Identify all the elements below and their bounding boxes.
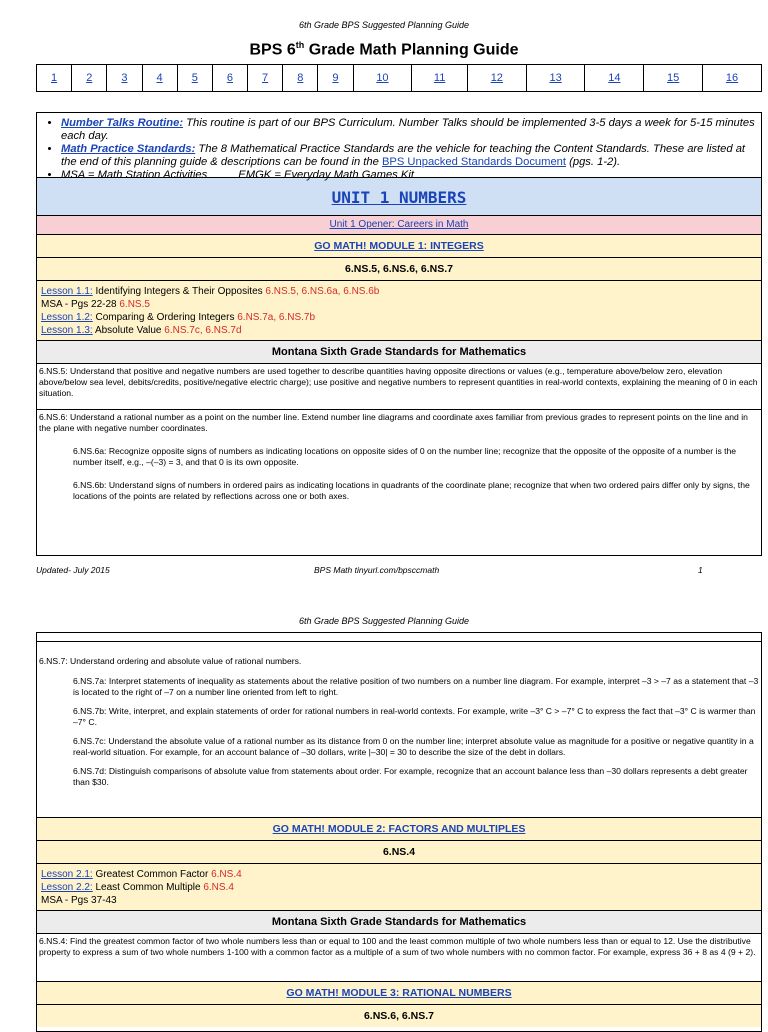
nav-cell	[107, 65, 142, 92]
standard-text: 6.NS.7: Understand ordering and absolute value of rational numbers.	[39, 656, 302, 666]
standard-text: 6.NS.6: Understand a rational number as a point on the number line. Extend number line diagrams and coordinate axes familiar from previous grades to represent points on the line and in the plane with negative number coordinates.	[39, 412, 748, 433]
nav-link-12[interactable]: 12	[490, 72, 503, 84]
nav-cell	[644, 65, 703, 92]
nav-cell	[37, 65, 72, 92]
lesson-2-1-link[interactable]: Lesson 2.1:	[41, 869, 93, 880]
lesson-item	[41, 324, 757, 337]
standard-6ns7b: 6.NS.7b: Write, interpret, and explain statements of order for rational numbers in real-world contexts. For example, write –3° C > –7° C to express the fact that –3° C is warmer than –7° C.	[73, 706, 756, 727]
nav-link-9[interactable]: 9	[332, 72, 339, 84]
standard-6ns7d: 6.NS.7d: Distinguish comparisons of absolute value from statements about order. For example, recognize that an account balance less than –30 dollars represents a debt greater than $30.	[73, 766, 748, 787]
planning-table-page1	[36, 112, 762, 556]
nav-link-2[interactable]: 2	[86, 72, 93, 84]
note-number-talks	[61, 117, 761, 143]
module-3-link[interactable]: GO MATH! MODULE 3: RATIONAL NUMBERS	[286, 987, 512, 999]
number-talks-link[interactable]: Number Talks Routine:	[61, 117, 184, 129]
lesson-item	[41, 311, 757, 324]
standard-6ns7	[37, 641, 761, 817]
lesson-text: Greatest Common Factor	[92, 869, 212, 880]
nav-cell	[318, 65, 353, 92]
module-1-standards: 6.NS.5, 6.NS.6, 6.NS.7	[37, 257, 761, 280]
lesson-item	[41, 881, 757, 894]
nav-link-16[interactable]: 16	[725, 72, 739, 84]
module-2-row	[37, 817, 761, 840]
module-1-link[interactable]: GO MATH! MODULE 1: INTEGERS	[314, 240, 484, 252]
nav-link-10[interactable]: 10	[376, 72, 389, 84]
title-text: BPS 6	[249, 41, 296, 59]
unit-title[interactable]: UNIT 1 NUMBERS	[331, 188, 467, 207]
lesson-item	[41, 285, 757, 298]
lesson-item	[41, 868, 757, 881]
note-text: The 8 Mathematical Practice Standards are the vehicle for teaching the Content Standards. These are listed at the end of this planning guide & descriptions can be found in the	[61, 143, 746, 168]
note-text: This routine is part of our BPS Curriculum. Number Talks should be implemented 3-5 days a week for 5-15 minutes each day.	[61, 117, 755, 142]
lesson-1-2-link[interactable]: Lesson 1.2:	[41, 312, 93, 323]
footer-page-number: 1	[698, 565, 703, 575]
nav-link-1[interactable]: 1	[51, 72, 58, 84]
nav-link-13[interactable]: 13	[549, 72, 562, 84]
lesson-standards: 6.NS.5, 6.NS.6a, 6.NS.6b	[265, 286, 380, 297]
standard-6ns4: 6.NS.4: Find the greatest common factor of two whole numbers less than or equal to 100 and the least common multiple of two whole numbers less than or equal to 12. Use the distributive property to express a sum of two whole numbers 1-100 with a common factor as a multiple of a sum of two whole numbers with no common factor. For example, express 36 + 8 as 4 (9 + 2).	[37, 933, 761, 981]
unit-opener-row	[37, 215, 761, 234]
nav-cell	[177, 65, 212, 92]
standard-6ns7a: 6.NS.7a: Interpret statements of inequality as statements about the relative position of two numbers on a number line diagram. For example, interpret –3 > –7 as a statement that –3 is located to the right of –7 on a number line oriented from left to right.	[73, 676, 759, 697]
lesson-2-2-link[interactable]: Lesson 2.2:	[41, 882, 93, 893]
nav-cell	[248, 65, 283, 92]
nav-link-14[interactable]: 14	[608, 72, 621, 84]
module-3-standards: 6.NS.6, 6.NS.7	[37, 1004, 761, 1027]
nav-cell	[212, 65, 247, 92]
footer-updated: Updated- July 2015	[36, 565, 110, 575]
nav-cell	[526, 65, 585, 92]
module-2-link[interactable]: GO MATH! MODULE 2: FACTORS AND MULTIPLES	[272, 823, 526, 835]
unit-header	[37, 177, 761, 215]
nav-link-8[interactable]: 8	[297, 72, 304, 84]
note-text: MSA = Math Station Activities EMGK = Everyday Math Games Kit	[61, 169, 414, 181]
unpacked-standards-link[interactable]: BPS Unpacked Standards Document	[381, 156, 567, 168]
nav-link-6[interactable]: 6	[226, 72, 233, 84]
standard-6ns6	[37, 409, 761, 528]
nav-link-4[interactable]: 4	[156, 72, 163, 84]
lesson-item	[41, 298, 757, 311]
module-2-standards: 6.NS.4	[37, 840, 761, 863]
notes-list	[37, 117, 761, 181]
nav-cell	[467, 65, 526, 92]
title-text-end: Grade Math Planning Guide	[304, 41, 519, 59]
practice-standards-link[interactable]: Math Practice Standards:	[61, 143, 196, 155]
lesson-text: Absolute Value	[92, 325, 165, 336]
footer-source: BPS Math tinyurl.com/bpsccmath	[314, 565, 440, 575]
nav-cell	[142, 65, 177, 92]
lesson-text: Least Common Multiple	[92, 882, 204, 893]
lesson-standards: 6.NS.7a, 6.NS.7b	[237, 312, 316, 323]
standard-6ns6b: 6.NS.6b: Understand signs of numbers in ordered pairs as indicating locations in quadrants of the coordinate plane; recognize that when two ordered pairs differ only by signs, the locations of the points are related by reflections across one or both axes.	[73, 480, 750, 501]
lesson-standards: 6.NS.7c, 6.NS.7d	[164, 325, 242, 336]
lesson-standards: 6.NS.4	[211, 869, 242, 880]
module-1-row	[37, 234, 761, 257]
page-title	[0, 40, 768, 59]
running-header: 6th Grade BPS Suggested Planning Guide	[298, 20, 470, 30]
nav-link-5[interactable]: 5	[191, 72, 198, 84]
nav-cell	[353, 65, 412, 92]
note-text: (pgs. 1-2).	[566, 156, 621, 168]
running-header: 6th Grade BPS Suggested Planning Guide	[298, 616, 470, 626]
standard-6ns6a: 6.NS.6a: Recognize opposite signs of numbers as indicating locations on opposite sides of 0 on the number line; recognize that the opposite of the opposite of a number is the number itself, e.g., –(–3) = 3, and that 0 is its own opposite.	[73, 446, 737, 467]
page-navigation	[36, 64, 762, 92]
standards-heading: Montana Sixth Grade Standards for Mathematics	[37, 340, 761, 363]
nav-cell	[585, 65, 644, 92]
lessons-module-2	[37, 863, 761, 910]
standard-6ns5: 6.NS.5: Understand that positive and negative numbers are used together to describe quantities having opposite directions or values (e.g., temperature above/below zero, elevation above/below sea level, debits/credits, positive/negative electric charge); use positive and negative numbers to represent quantities in real-world contexts, explaining the meaning of 0 in each situation.	[37, 363, 761, 409]
lesson-text: Identifying Integers & Their Opposites	[92, 286, 266, 297]
nav-link-11[interactable]: 11	[433, 72, 446, 84]
lesson-item	[41, 894, 757, 907]
nav-cell	[412, 65, 468, 92]
unit-opener-link[interactable]: Unit 1 Opener: Careers in Math	[329, 219, 469, 230]
note-practice-standards	[61, 143, 761, 169]
nav-link-15[interactable]: 15	[667, 72, 680, 84]
lesson-text: MSA - Pgs 22-28	[41, 299, 120, 310]
lesson-1-1-link[interactable]: Lesson 1.1:	[41, 286, 93, 297]
planning-table-page2	[36, 632, 762, 1032]
nav-cell	[72, 65, 107, 92]
standard-6ns7c: 6.NS.7c: Understand the absolute value of a rational number as its distance from 0 on the number line; interpret absolute value as magnitude for a positive or negative quantity in a real-world situation. For example, for an account balance of –30 dollars, write |–30| = 30 to describe the size of the debt in dollars.	[73, 736, 754, 757]
standards-heading: Montana Sixth Grade Standards for Mathematics	[37, 910, 761, 933]
module-3-row	[37, 981, 761, 1004]
lesson-text: Comparing & Ordering Integers	[92, 312, 238, 323]
lesson-standards: 6.NS.5	[119, 299, 150, 310]
lesson-text: MSA - Pgs 37-43	[41, 895, 117, 906]
title-superscript: th	[295, 40, 305, 50]
lesson-1-3-link[interactable]: Lesson 1.3:	[41, 325, 93, 336]
lesson-standards: 6.NS.4	[203, 882, 234, 893]
nav-link-7[interactable]: 7	[262, 72, 269, 84]
nav-cell	[703, 65, 762, 92]
lessons-module-1	[37, 280, 761, 340]
nav-link-3[interactable]: 3	[121, 72, 128, 84]
nav-cell	[283, 65, 318, 92]
